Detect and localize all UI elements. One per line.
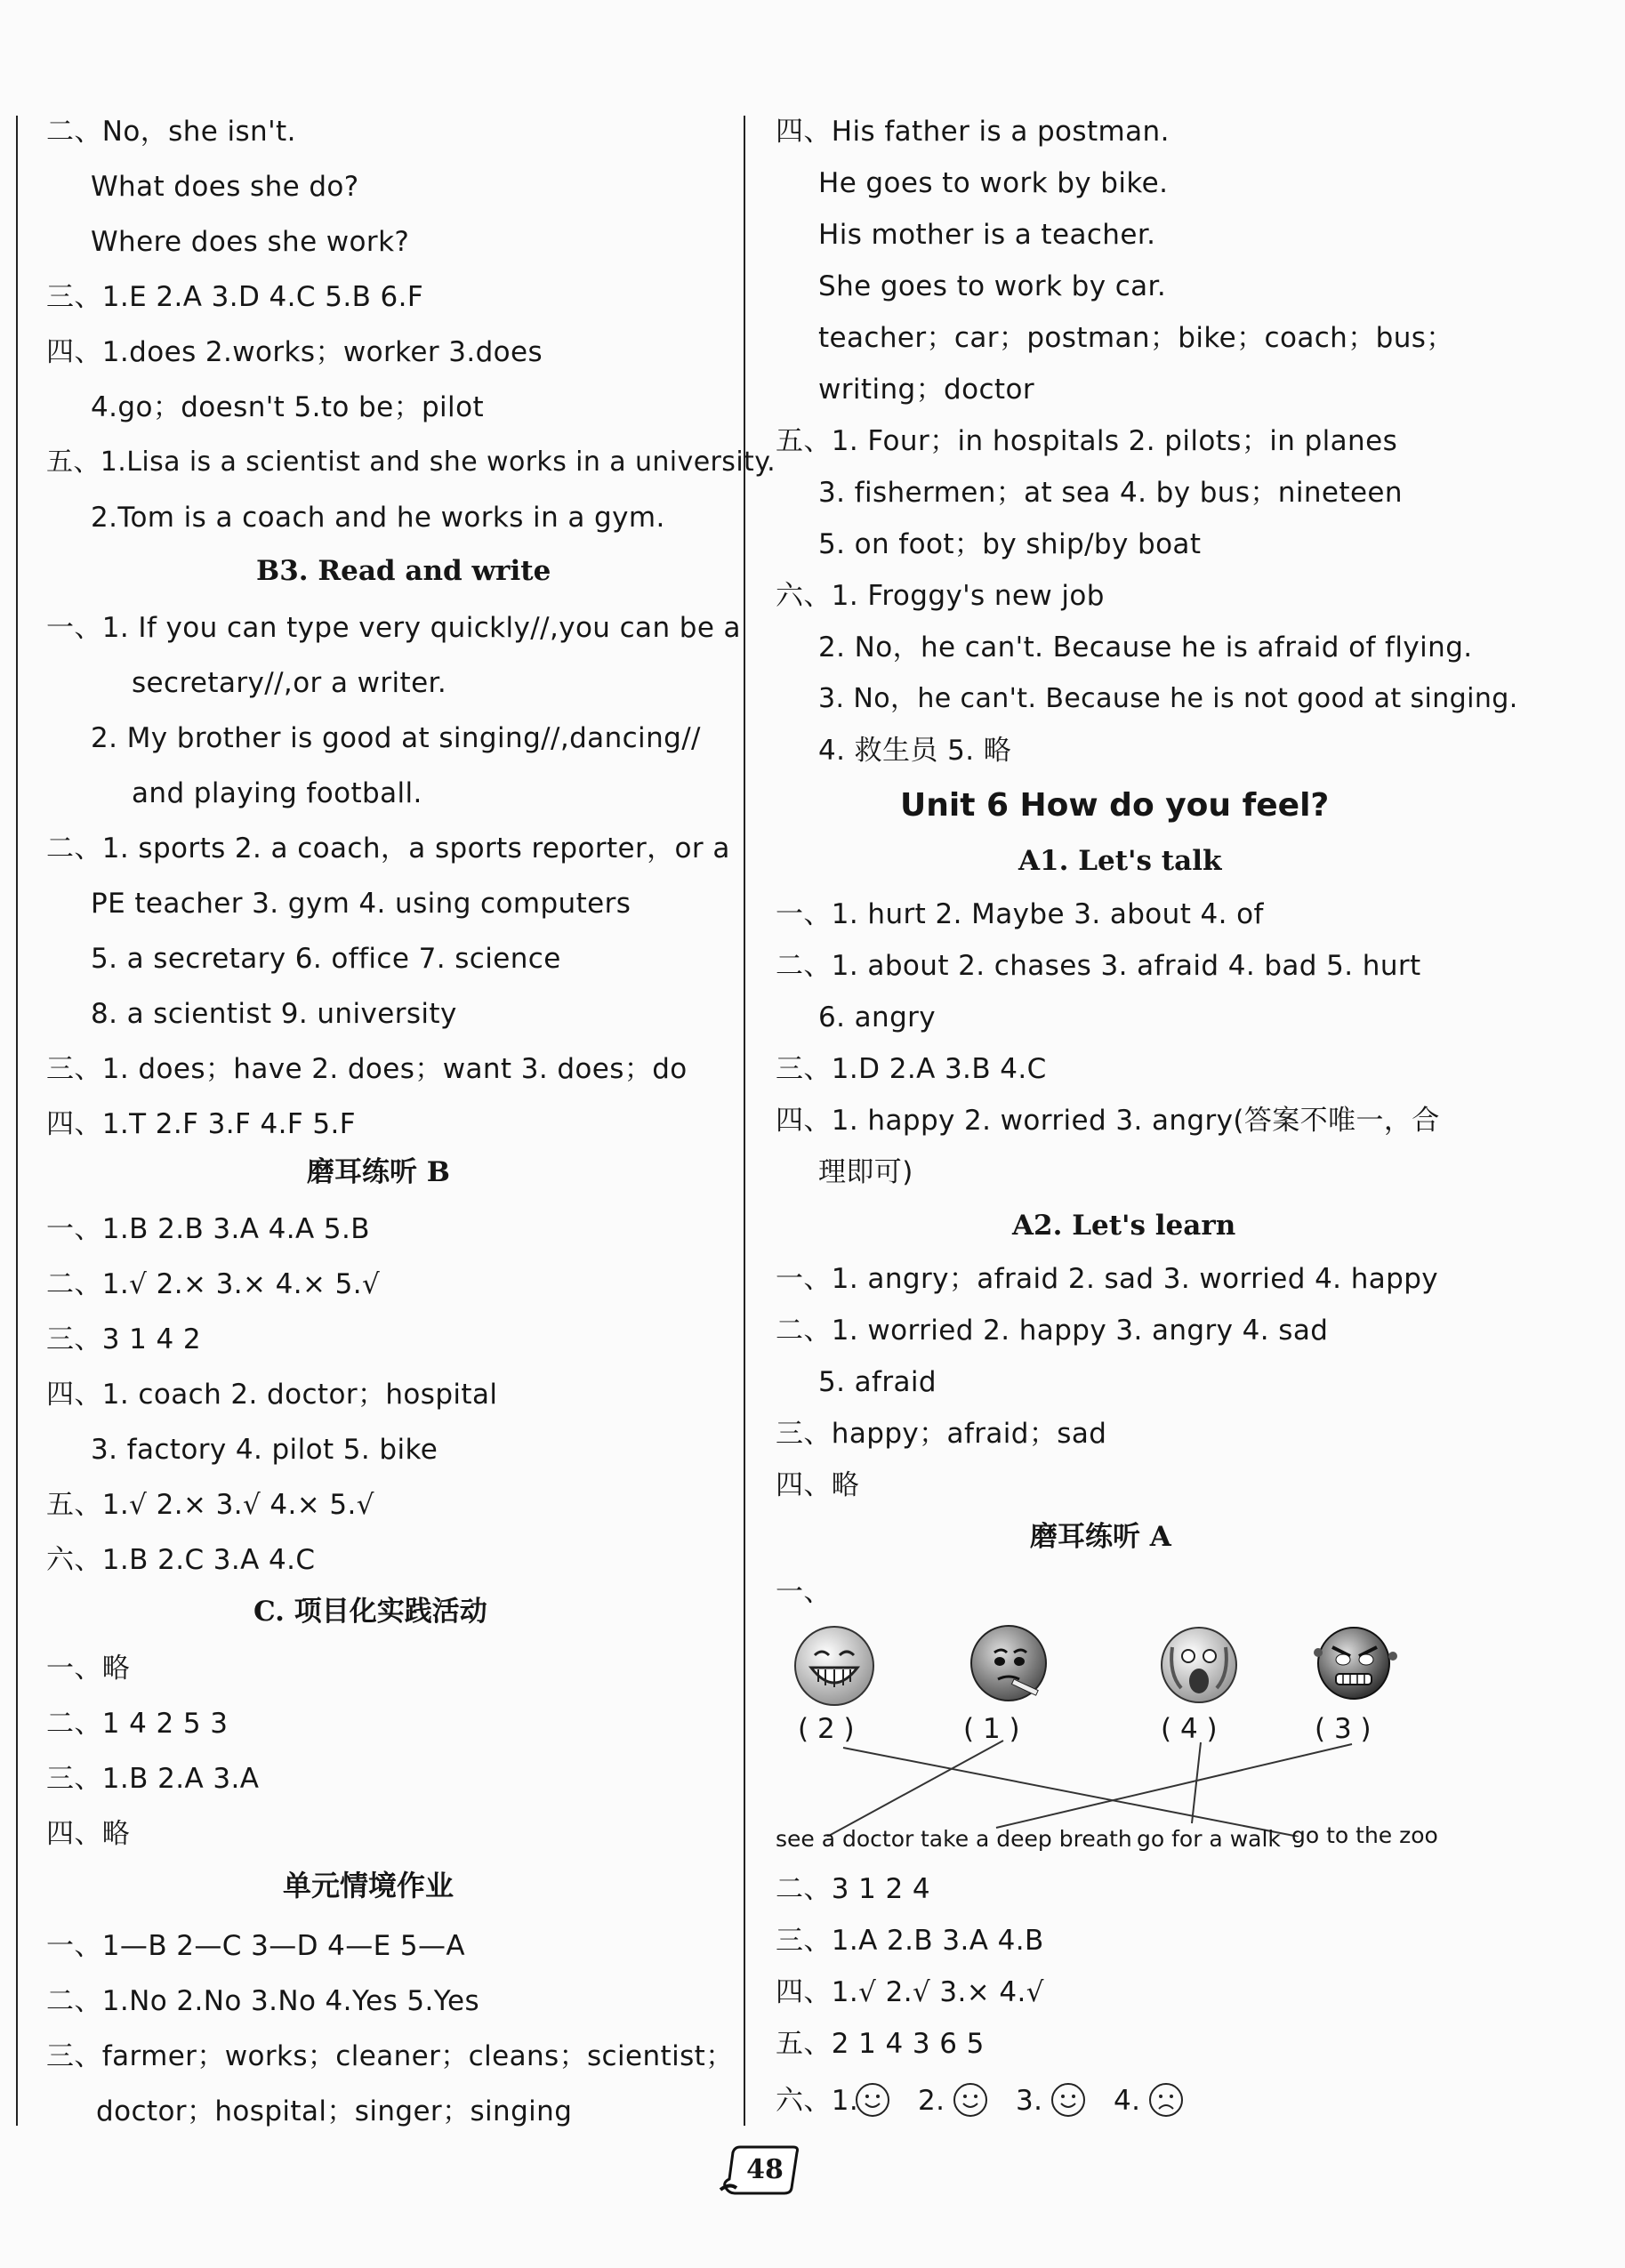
answer-line: 一、1. hurt 2. Maybe 3. about 4. of xyxy=(776,898,1264,930)
answer-line: 四、1. happy 2. worried 3. angry(答案不唯一，合 xyxy=(776,1105,1440,1137)
answer-line: secretary//,or a writer. xyxy=(132,667,447,699)
smile-icon xyxy=(1050,2081,1087,2122)
answer-line: 一、1. If you can type very quickly//,you can be a xyxy=(46,612,741,644)
answer-line: 6. angry xyxy=(818,1001,937,1033)
answer-line: 五、2 1 4 3 6 5 xyxy=(776,2028,985,2060)
answer-line: 二、1. about 2. chases 3. afraid 4. bad 5. hurt xyxy=(776,950,1421,982)
answer-line: 三、1.E 2.A 3.D 4.C 5.B 6.F xyxy=(46,281,424,313)
answer-line: 二、1. sports 2. a coach，a sports reporter，or a xyxy=(46,832,730,865)
answer-line: 2.Tom is a coach and he works in a gym. xyxy=(91,502,665,534)
answer-line: 2. xyxy=(918,2085,945,2117)
answer-line: 三、farmer；works；cleaner；cleans；scientist； xyxy=(46,2040,734,2072)
answer-line: doctor；hospital；singer；singing xyxy=(96,2095,573,2127)
answer-line: 四、1.√ 2.√ 3.× 4.√ xyxy=(776,1976,1044,2008)
answer-line: He goes to work by bike. xyxy=(818,167,1169,199)
answer-line: 一、 xyxy=(776,1576,832,1608)
answer-line: 5. on foot；by ship/by boat xyxy=(818,528,1202,560)
section-heading: 磨耳练听 B xyxy=(307,1156,450,1188)
angry-face-icon xyxy=(1306,1617,1404,1709)
answer-line: She goes to work by car. xyxy=(818,270,1167,302)
section-heading: 单元情境作业 xyxy=(283,1869,455,1902)
page-number: 48 xyxy=(746,2154,784,2185)
answer-line: 二、3 1 2 4 xyxy=(776,1873,931,1905)
section-heading: A1. Let's talk xyxy=(1018,845,1222,877)
column-divider xyxy=(744,116,745,2126)
unit-title: Unit 6 How do you feel? xyxy=(900,787,1330,824)
answer-line: 5. afraid xyxy=(818,1366,937,1398)
face-answer: ( 4 ) xyxy=(1161,1713,1218,1745)
section-heading: B3. Read and write xyxy=(256,555,551,587)
answer-line: 二、1 4 2 5 3 xyxy=(46,1708,229,1740)
answer-line: 五、1. Four；in hospitals 2. pilots；in planes xyxy=(776,425,1398,457)
scared-face-icon xyxy=(1156,1621,1242,1713)
answer-line: 一、1.B 2.B 3.A 4.A 5.B xyxy=(46,1213,370,1245)
answer-line: 四、1. coach 2. doctor；hospital xyxy=(46,1379,498,1411)
answer-line: 3. factory 4. pilot 5. bike xyxy=(91,1434,438,1466)
answer-line: 4. xyxy=(1114,2085,1141,2117)
answer-line: 2. My brother is good at singing//,dancing// xyxy=(91,722,701,754)
activity-label: go for a walk xyxy=(1137,1826,1281,1852)
face-answer: ( 1 ) xyxy=(963,1713,1020,1745)
left-margin-rule xyxy=(16,116,18,2126)
page-number-badge xyxy=(719,2143,808,2197)
frown-icon xyxy=(1147,2081,1185,2122)
answer-line: 四、1.T 2.F 3.F 4.F 5.F xyxy=(46,1108,356,1140)
answer-line: 五、1.Lisa is a scientist and she works in a university. xyxy=(46,446,776,478)
section-heading: A2. Let's learn xyxy=(1012,1210,1236,1242)
answer-line: 四、略 xyxy=(46,1818,131,1850)
answer-line: 3. fishermen；at sea 4. by bus；nineteen xyxy=(818,477,1403,509)
answer-line: 3. xyxy=(1016,2085,1043,2117)
answer-line: 六、1.B 2.C 3.A 4.C xyxy=(46,1544,316,1576)
answer-line: 六、1. xyxy=(776,2085,859,2117)
section-heading: 磨耳练听 A xyxy=(1030,1521,1171,1553)
face-answer: ( 2 ) xyxy=(798,1713,855,1745)
answer-line: 4. 救生员 5. 略 xyxy=(818,735,1012,767)
smile-icon xyxy=(854,2081,891,2122)
answer-line: 8. a scientist 9. university xyxy=(91,998,457,1030)
answer-line: writing；doctor xyxy=(818,374,1034,406)
answer-line: 三、1.A 2.B 3.A 4.B xyxy=(776,1925,1044,1957)
answer-line: 二、1.No 2.No 3.No 4.Yes 5.Yes xyxy=(46,1985,480,2017)
activity-label: take a deep breath xyxy=(921,1826,1132,1852)
answer-line: 一、略 xyxy=(46,1653,131,1685)
answer-line: 3. No，he can't. Because he is not good at singing. xyxy=(818,683,1518,714)
answer-line: 二、1. worried 2. happy 3. angry 4. sad xyxy=(776,1315,1329,1347)
laughing-face-icon xyxy=(792,1623,877,1712)
sick-face-icon xyxy=(968,1621,1053,1713)
answer-line: 一、1. angry；afraid 2. sad 3. worried 4. happy xyxy=(776,1263,1439,1295)
answer-line: 二、1.√ 2.× 3.× 4.× 5.√ xyxy=(46,1268,381,1300)
answer-line: 四、His father is a postman. xyxy=(776,116,1170,148)
answer-line: Where does she work? xyxy=(91,226,410,258)
answer-line: 六、1. Froggy's new job xyxy=(776,580,1105,612)
answer-line: 5. a secretary 6. office 7. science xyxy=(91,943,561,975)
answer-line: 一、1—B 2—C 3—D 4—E 5—A xyxy=(46,1930,466,1962)
answer-line: 二、No，she isn't. xyxy=(46,116,296,148)
answer-line: 三、1. does；have 2. does；want 3. does；do xyxy=(46,1053,688,1085)
answer-line: 三、1.D 2.A 3.B 4.C xyxy=(776,1053,1047,1085)
smile-icon xyxy=(952,2081,989,2122)
activity-label: go to the zoo xyxy=(1291,1822,1438,1848)
answer-line: 2. No，he can't. Because he is afraid of flying. xyxy=(818,631,1473,664)
activity-label: see a doctor xyxy=(776,1826,914,1852)
answer-line: teacher；car；postman；bike；coach；bus； xyxy=(818,322,1454,354)
answer-line: 三、3 1 4 2 xyxy=(46,1323,202,1355)
answer-line: 理即可) xyxy=(818,1156,913,1188)
answer-line: PE teacher 3. gym 4. using computers xyxy=(91,888,631,920)
answer-line: and playing football. xyxy=(132,777,422,809)
answer-line: 四、1.does 2.works；worker 3.does xyxy=(46,336,543,368)
answer-line: 4.go；doesn't 5.to be；pilot xyxy=(91,391,484,423)
answer-line: 五、1.√ 2.× 3.√ 4.× 5.√ xyxy=(46,1489,374,1521)
answer-line: What does she do? xyxy=(91,171,359,203)
answer-line: His mother is a teacher. xyxy=(818,219,1156,251)
section-heading: C. 项目化实践活动 xyxy=(253,1596,487,1628)
face-answer: ( 3 ) xyxy=(1315,1713,1372,1745)
answer-line: 四、略 xyxy=(776,1469,860,1501)
answer-line: 三、1.B 2.A 3.A xyxy=(46,1763,260,1795)
answer-line: 三、happy；afraid；sad xyxy=(776,1418,1107,1450)
